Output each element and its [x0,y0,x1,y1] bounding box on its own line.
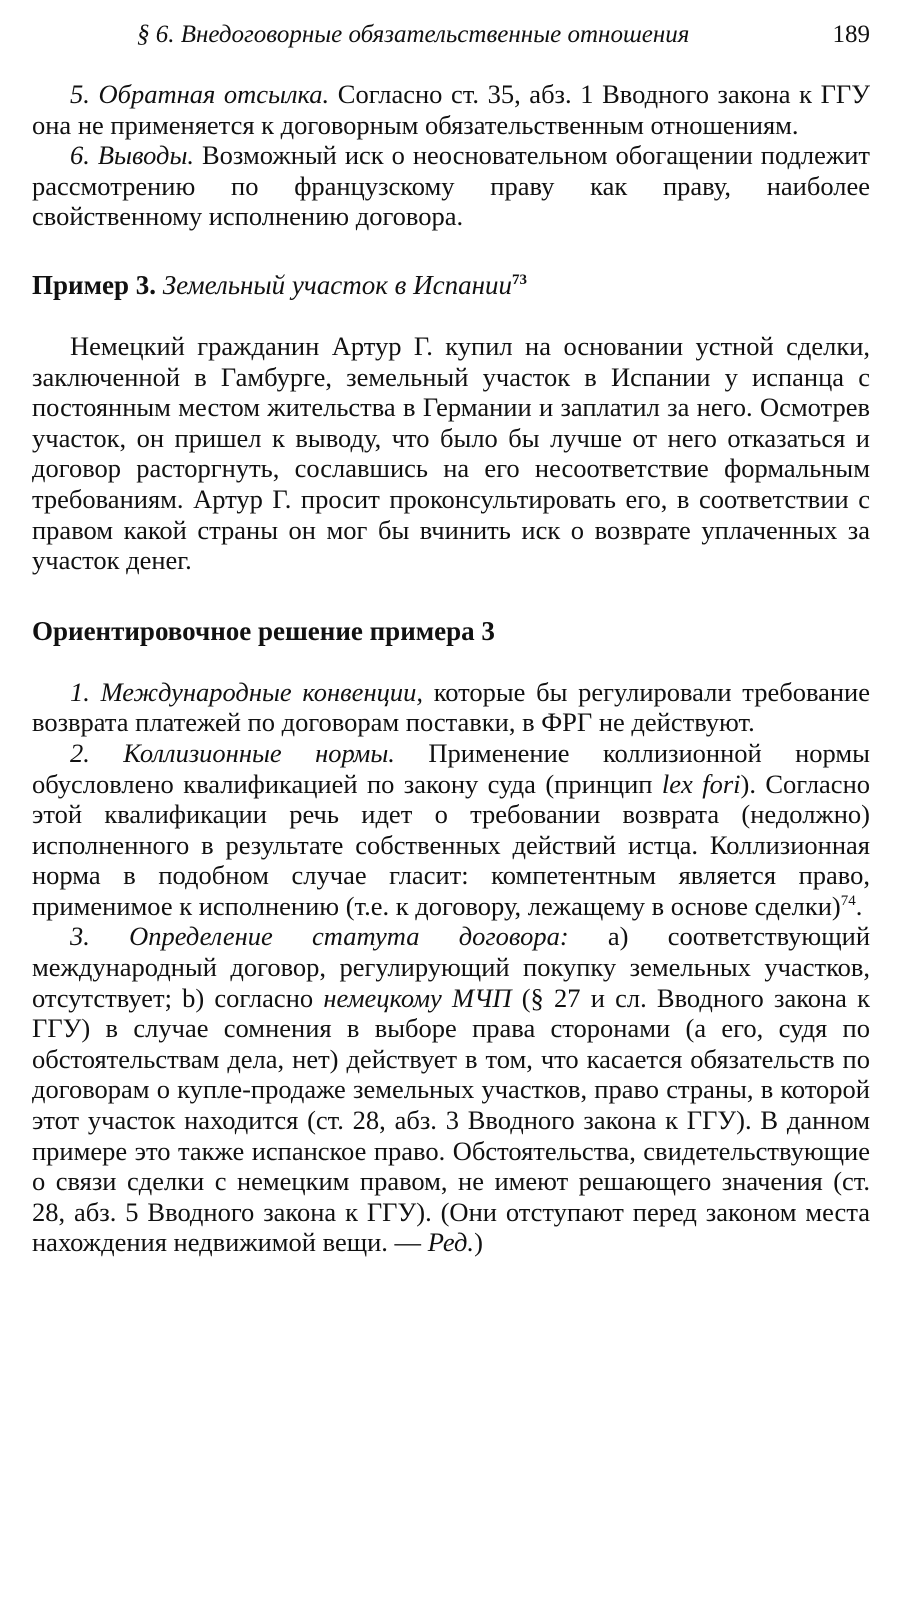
paragraph-text: (§ 27 и сл. Вводного закона к ГГУ) в случае сомнения в выборе права сторонами (а его, судя по обстоятельствам дела, нет) действует в том, что касается обязательств по договорам о купле-продаже земельных участков, право страны, в которой этот участок находится (ст. 28, абз. 3 Вводного закона к ГГУ). В данном примере это также испанское право. Обстоятельства, свидетельствующие о связи сделки с немецким правом, не имеют решающего значения (ст. 28, абз. 5 Вводного закона к ГГУ). (Они отступают перед законом места нахождения недвижимой вещи. — [32,982,871,1258]
solution-heading: Ориентировочное решение примера 3 [32,615,495,646]
book-page [32,18,870,1258]
latin-term: lex fori [661,768,741,799]
example-heading [32,270,870,301]
paragraph-reverse-reference [32,79,870,140]
paragraph-contract-statute [32,921,870,1258]
running-header [32,18,870,52]
paragraph-text: Согласно ст. 35, абз. 1 Вводного закона к ГГУ она не применяется к договорным обязательственным отношениям. [32,79,870,140]
paragraph-lead: 6. Выводы. [70,140,195,171]
paragraph-text: Возможный иск о неосновательном обогащении подлежит рассмотрению по французскому праву как праву, наиболее свойственному исполнению договора. [32,140,870,232]
paragraph-text: ) [474,1227,483,1258]
paragraph-lead: 2. Коллизионные нормы. [70,737,395,768]
paragraph-lead: 5. Обратная отсылка. [70,79,330,109]
paragraph-text: которые бы регулировали требование возврата платежей по договорам поставки, в ФРГ не действуют. [32,676,870,738]
paragraph-lead: 3. Определение статута договора: [70,921,569,952]
paragraph-text: . [855,890,863,921]
paragraph-text: Применение коллизионной нормы обусловлено квалификацией по закону суда (принцип [32,737,870,799]
emphasized-term: немецкому МЧП [323,982,512,1013]
paragraph-text: ). Согласно этой квалификации речь идет о требовании возврата (недолжно) исполненного в результате собственных действий истца. Коллизионная норма в подобном случае гласит: компетентным является право, применимое к исполнению (т.е. к договору, лежащему в основе сделки) [32,768,870,921]
footnote-marker: 74 [840,893,856,910]
page-number: 189 [832,21,870,48]
paragraph-text: а) соответствующий международный договор, регулирующий покупку земельных участков, отсутствует; b) согласно [32,921,870,1013]
example-body: Немецкий гражданин Артур Г. купил на основании устной сделки, заключенной в Гамбурге, земельный участок в Испании у испанца с постоянным местом жительства в Германии и заплатил за него. Осмотрев участок, он пришел к выводу, что было бы лучше от него отказаться и договор расторгнуть, сославшись на его несоответствие формальным требованиям. Артур Г. просит проконсультировать его, в соответствии с правом какой страны он мог бы вчинить иск о возврате уплаченных за участок денег. [32,330,870,576]
running-title: § 6. Внедоговорные обязательственные отношения [137,21,690,48]
footnote-marker: 73 [512,271,528,288]
example-title: Земельный участок в Испании [162,269,513,300]
paragraph-conflict-rules [32,738,870,922]
paragraph-conclusions [32,140,870,232]
paragraph-lead: 1. Международные конвенции, [70,676,423,707]
editor-note: Ред. [427,1227,475,1258]
paragraph-international-conventions [32,677,870,738]
example-label: Пример 3. [32,269,156,300]
